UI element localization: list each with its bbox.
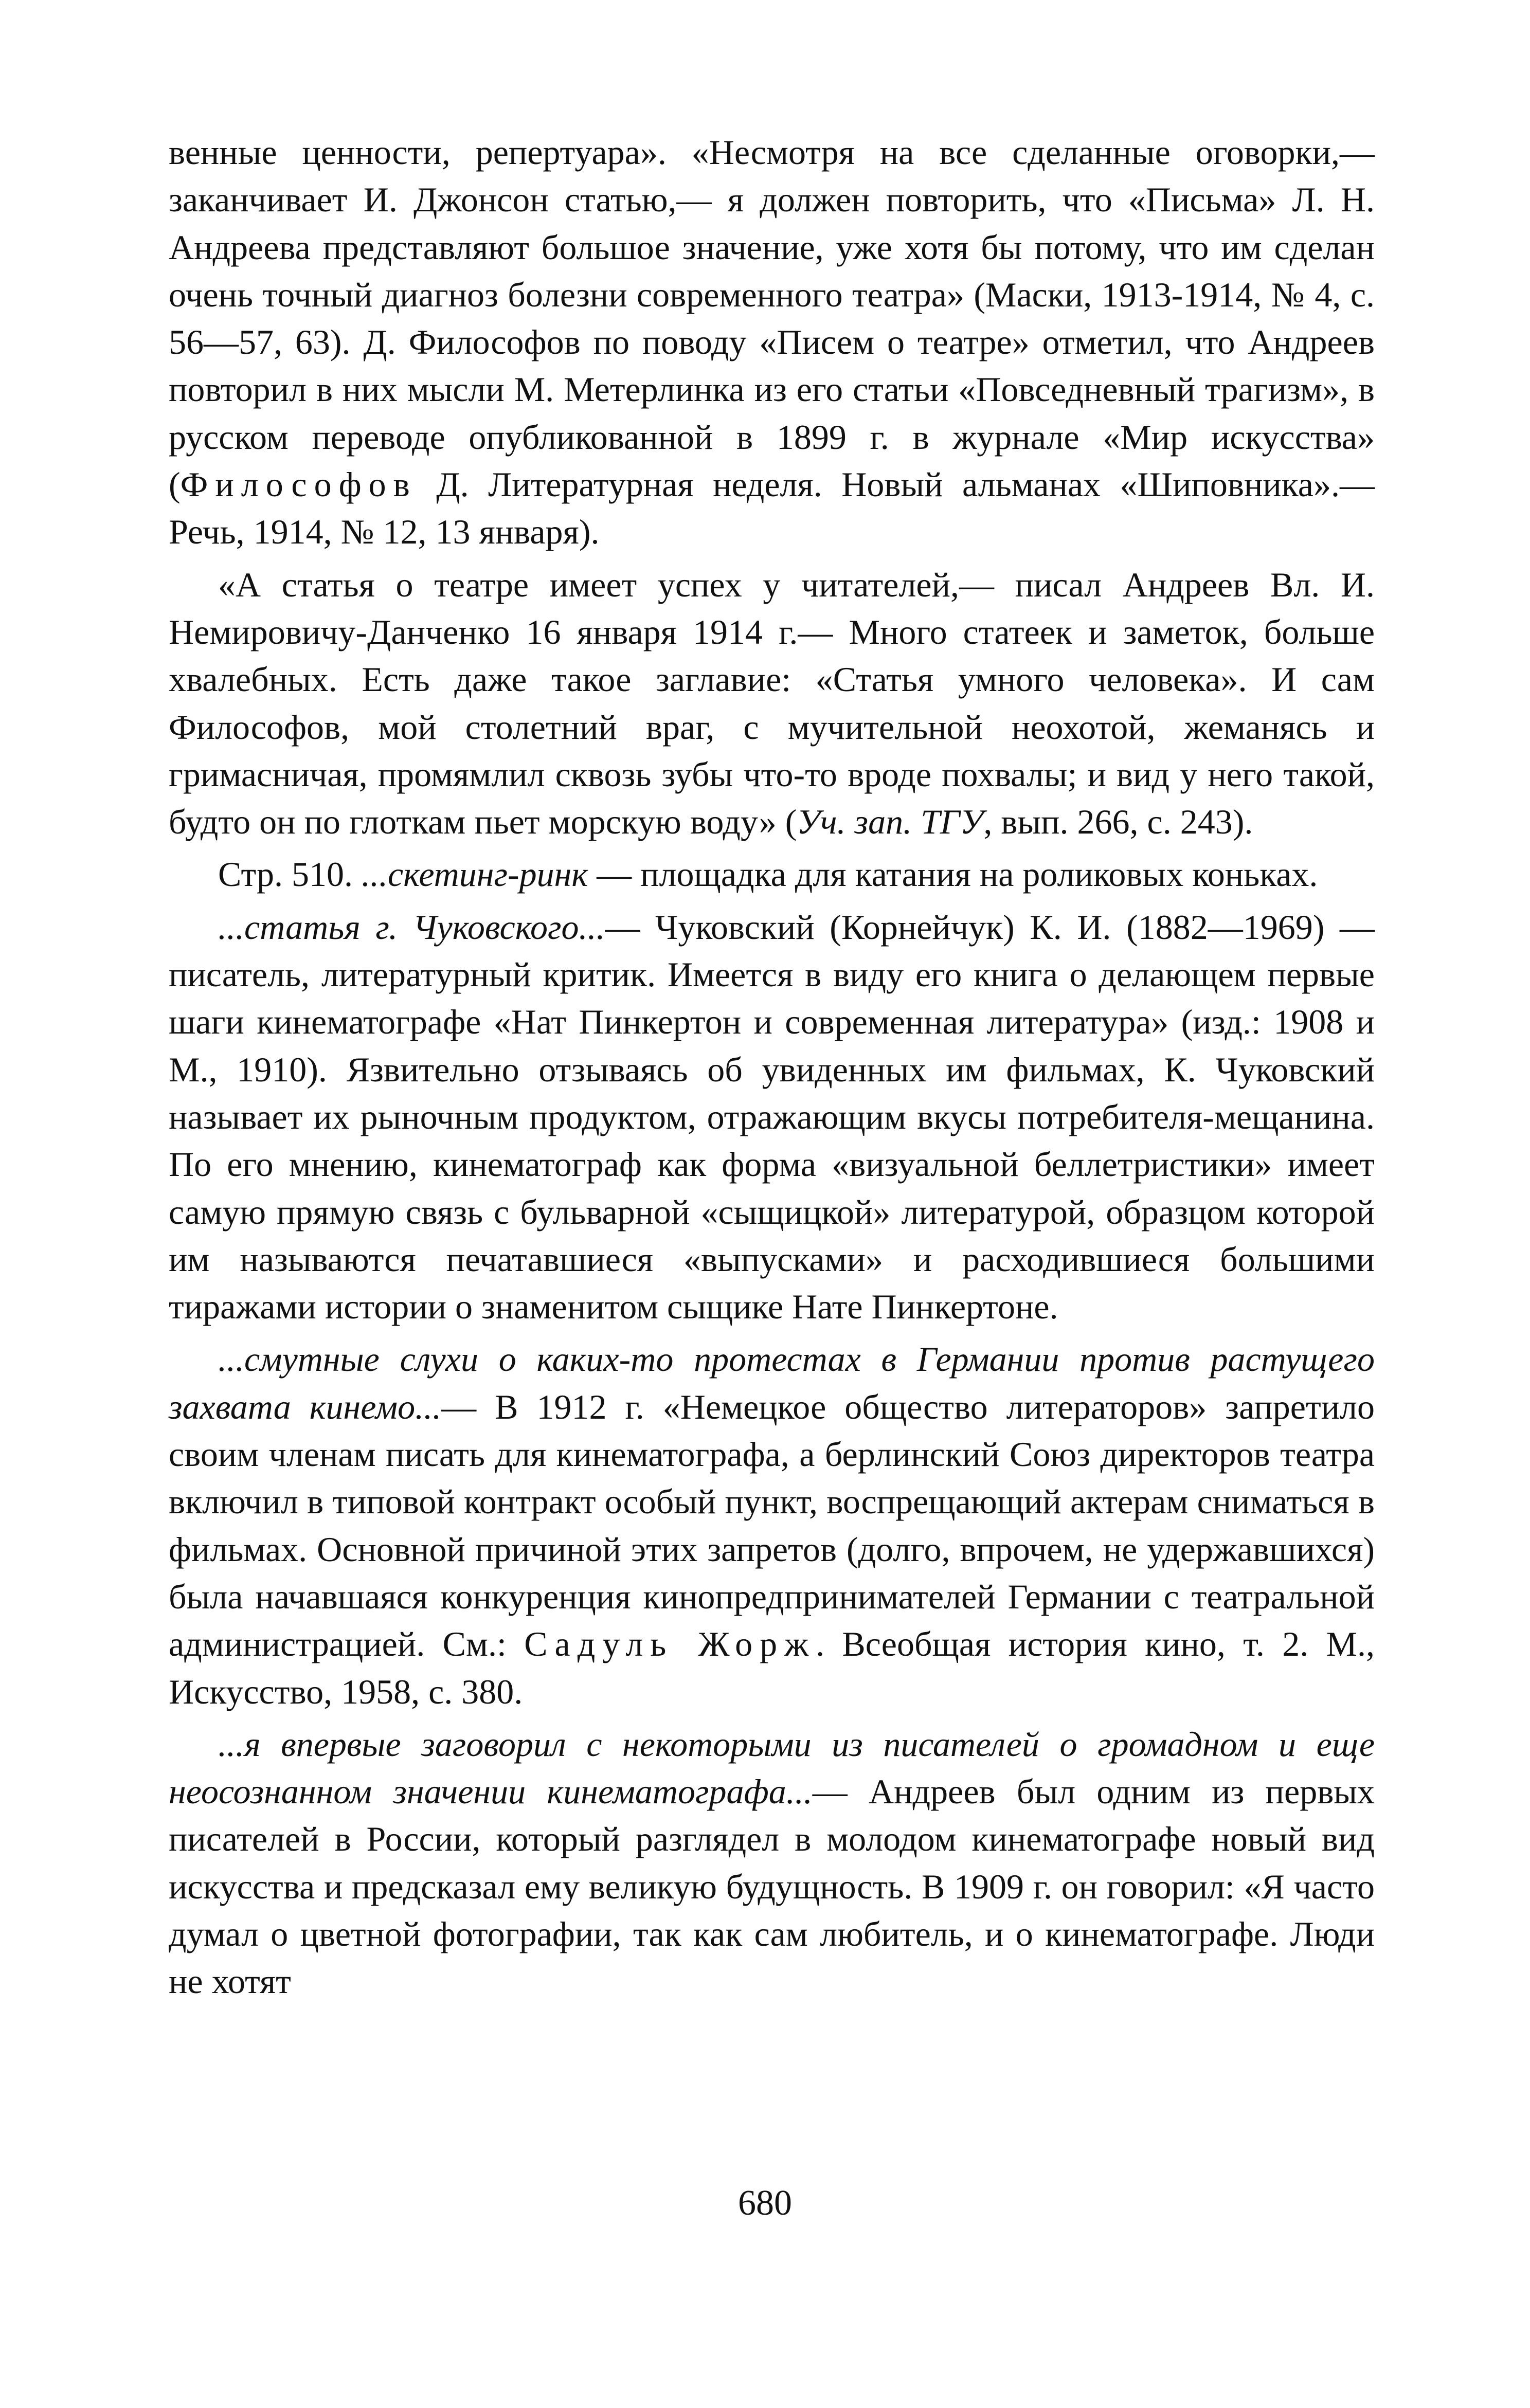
document-body [169,129,1375,2011]
text-run: венные ценности, репертуара». «Несмотря на все сделанные оговорки,— заканчивает И. Джонсон статью,— я должен повторить, что «Письма» Л. Н. Андреева представляют большое значение, уже хотя бы потому, что им сделан очень точный диагноз болезни современного театра» (Маски, 1913-1914, № 4, с. 56—57, 63). Д. Философов по поводу «Писем о театре» отметил, что Андреев повторил в них мысли М. Метерлинка из его статьи «Повседневный трагизм», в русском переводе опубликованной в 1899 г. в журнале «Мир искусства» ( [169,133,1375,504]
text-run: «А статья о театре имеет успех у читателей,— писал Андреев Вл. И. Немировичу-Данченко 16 января 1914 г.— Много статеек и заметок, больше хвалебных. Есть даже такое заглавие: «Статья умного человека». И сам Философов, мой столетний враг, с мучительной неохотой, жеманясь и гримасничая, промямлил сквозь зубы что-то вроде похвалы; и вид у него такой, будто он по глоткам пьет морскую воду» ( [169,565,1375,842]
spaced-name-run: Садуль Жорж [524,1624,816,1664]
italic-text-run: Уч. зап. ТГУ [797,802,984,842]
paragraph-6 [169,1721,1375,2005]
italic-text-run: ...я впервые заговорил с некоторыми из писателей о громадном и еще неосознанном значении кинематографа... [169,1724,1375,1812]
italic-text-run: ...статья г. Чуковского... [218,907,605,947]
text-run: , вып. 266, с. 243). [983,802,1253,842]
text-run: . Всеобщая история кино, т. 2. М., Искусство, 1958, с. 380. [169,1624,1375,1711]
paragraph-1 [169,129,1375,556]
page-number: 680 [738,2183,792,2223]
italic-text-run: ...скетинг-ринк [362,855,588,894]
paragraph-4 [169,903,1375,1331]
text-run: — Чуковский (Корнейчук) К. И. (1882—1969) — писатель, литературный критик. Имеется в виду его книга о делающем первые шаги кинематографе «Нат Пинкертон и современная литература» (изд.: 1908 и М., 1910). Язвительно отзываясь об увиденных им фильмах, К. Чуковский называет их рыночным продуктом, отражающим вкусы потребителя-мещанина. По его мнению, кинематограф как форма «визуальной беллетристики» имеет самую прямую связь с бульварной «сыщицкой» литературой, образцом которой им называются печатавшиеся «выпусками» и расходившиеся большими тиражами истории о знаменитом сыщике Нате Пинкертоне. [169,907,1375,1327]
spaced-name-run: Философов [180,465,417,504]
text-run: — Андреев был одним из первых писателей в России, который разглядел в молодом кинематографе новый вид искусства и предсказал ему великую будущность. В 1909 г. он говорил: «Я часто думал о цветной фотографии, так как сам любитель, и о кинематографе. Люди не хотят [169,1772,1375,2001]
italic-text-run: ...смутные слухи о каких-то протестах в Германии против растущего захвата кинемо... [169,1339,1375,1426]
paragraph-2 [169,561,1375,846]
text-run: Стр. 510. [218,855,362,894]
text-run: — площадка для катания на роликовых коньках. [588,855,1318,894]
paragraph-3 [169,850,1375,898]
text-run: Д. Литературная неделя. Новый альманах «Шиповника».— Речь, 1914, № 12, 13 января). [169,465,1375,552]
text-run: — В 1912 г. «Немецкое общество литераторов» запретило своим членам писать для кинематографа, а берлинский Союз директоров театра включил в типовой контракт особый пункт, воспрещающий актерам сниматься в фильмах. Основной причиной этих запретов (долго, впрочем, не удержавшихся) была начавшаяся конкуренция кинопредпринимателей Германии с театральной администрацией. См.: [169,1387,1375,1664]
paragraph-5 [169,1335,1375,1715]
